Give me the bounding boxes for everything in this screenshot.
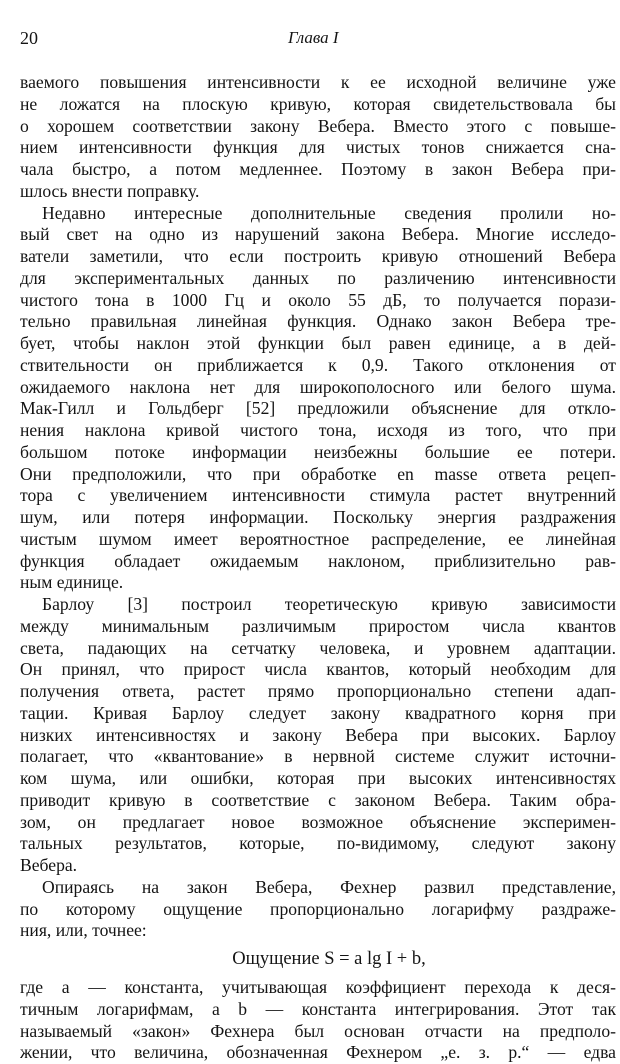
text-line: тальных результатов, которые, по-видимому, следуют закону xyxy=(20,833,616,854)
paragraph-barlow xyxy=(20,594,616,877)
text-line: Он принял, что прирост числа квантов, который необходим для xyxy=(20,659,616,680)
paragraph-weber-deviation xyxy=(20,203,616,595)
text-line: о хорошем соответствии закону Вебера. Вместо этого с повыше- xyxy=(20,115,616,136)
text-line: полагает, что «квантование» в нервной системе служит источни- xyxy=(20,746,616,767)
text-line: тора с увеличением интенсивности стимула растет внутренний xyxy=(20,485,616,506)
text-line: света, падающих на сетчатку человека, и уровнем адаптации. xyxy=(20,637,616,658)
text-line: называемый «закон» Фехнера был основан отчасти на предполо- xyxy=(20,1020,616,1041)
text-line: где a — константа, учитывающая коэффициент перехода к деся- xyxy=(20,977,616,997)
text-line: получения ответа, растет прямо пропорционально степени адап- xyxy=(20,681,616,701)
text-line: ным единице. xyxy=(20,572,124,593)
text-line: тельно правильная линейная функция. Однако закон Вебера тре- xyxy=(20,311,616,332)
body-text xyxy=(20,72,616,1064)
text-line: ожидаемого наклона нет для широкополосного или белого шума. xyxy=(20,376,616,397)
text-line: низких интенсивностях и закону Вебера при высоких. Барлоу xyxy=(20,724,616,745)
text-line: Опираясь на закон Вебера, Фехнер развил представление, xyxy=(42,876,616,897)
text-line: жении, что величина, обозначенная Фехнером „е. з. р.“ — едва xyxy=(20,1042,616,1063)
text-line: приводит кривую в соответствие с законом Вебера. Таким обра- xyxy=(20,789,616,810)
text-line: ватели заметили, что если построить кривую отношений Вебера xyxy=(20,246,616,266)
chapter-title: Глава I xyxy=(288,28,339,47)
text-line: Вебера. xyxy=(20,855,78,875)
text-line: Они предположили, что при обработке en masse ответа рецеп- xyxy=(20,463,616,484)
text-line: тичным логарифмам, а b — константа интегрирования. Этот так xyxy=(20,998,616,1019)
text-line: тации. Кривая Барлоу следует закону квадратного корня при xyxy=(20,702,616,723)
text-line: вый свет на одно из нарушений закона Вебера. Многие исследо- xyxy=(20,224,616,245)
paragraph-formula-explanation xyxy=(20,977,616,1064)
text-line: шум, или потеря информации. Поскольку энергия раздражения xyxy=(20,507,616,527)
text-line: ваемого повышения интенсивности к ее исходной величине уже xyxy=(20,72,616,92)
text-line: бует, чтобы наклон этой функции был равен единице, а в дей- xyxy=(20,333,616,353)
text-line: зом, он предлагает новое возможное объяснение эксперимен- xyxy=(20,811,616,832)
text-line: чала быстро, а потом медленнее. Поэтому в закон Вебера при- xyxy=(20,159,616,179)
text-line: Недавно интересные дополнительные сведения пролили но- xyxy=(42,202,616,223)
text-line: функция обладает ожидаемым наклоном, приблизительно рав- xyxy=(20,550,616,571)
text-line: по которому ощущение пропорционально логарифму раздраже- xyxy=(20,898,616,919)
text-line: чистого тона в 1000 Гц и около 55 дБ, то получается порази- xyxy=(20,289,616,310)
page-number: 20 xyxy=(20,28,38,48)
text-line: не ложатся на плоскую кривую, которая свидетельствовала бы xyxy=(20,93,616,114)
running-head xyxy=(0,27,620,53)
text-line: ния, или, точнее: xyxy=(20,920,147,941)
text-line: нения наклона кривой чистого тона, исходя из того, что при xyxy=(20,420,616,440)
text-line: Мак-Гилл и Гольдберг [52] предложили объяснение для откло- xyxy=(20,398,616,419)
fechner-formula: Ощущение S = a lg I + b, xyxy=(232,949,426,969)
text-line: между минимальным различимым приростом числа квантов xyxy=(20,615,616,636)
text-line: шлось внести поправку. xyxy=(20,180,200,201)
text-line: чистым шумом имеет вероятностное распределение, ее линейная xyxy=(20,528,616,549)
paragraph-fechner xyxy=(20,877,616,942)
text-line: ком шума, или ошибки, которая при высоких интенсивностях xyxy=(20,768,616,788)
text-line: Барлоу [3] построил теоретическую кривую зависимости xyxy=(42,594,616,614)
paragraph-weber-correction xyxy=(20,72,616,203)
text-line: большом потоке информации неизбежны большие ее потери. xyxy=(20,441,616,462)
text-line: нием интенсивности функция для чистых тонов снижается сна- xyxy=(20,137,616,158)
text-line: ствительности он приближается к 0,9. Такого отклонения от xyxy=(20,354,616,375)
text-line: для экспериментальных данных по различению интенсивности xyxy=(20,267,616,288)
